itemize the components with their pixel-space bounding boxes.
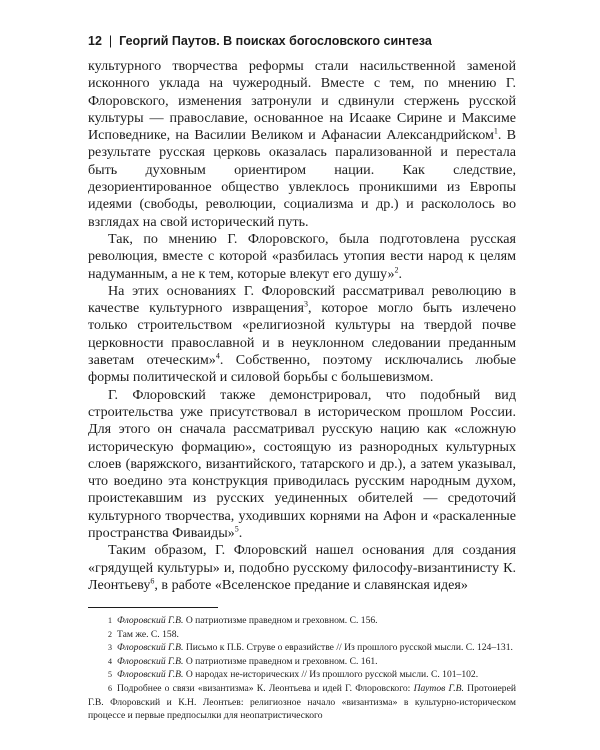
footnote-marker[interactable]: 3 [303,299,308,309]
paragraph-text: На этих основаниях Г. Флоровский рассматривал революцию в качестве культурного извращения [88,282,516,317]
footnote-number: 1 [108,616,112,625]
paragraph-text: , которое могло быть излечено только строительством «религиозной культуры на твердой почве церковности православной и в неуклонном следовании преданным заветам отеческим» [88,300,516,369]
paragraph-text: . [398,265,403,282]
paragraph-text: . Собственно, поэтому исключались любые формы политической и силовой борьбы с большевизмом. [88,352,516,386]
footnote-number: 6 [108,683,112,693]
footnote-text: Протоиерей Г.В. Флоровский и К.Н. Леонтьев: религиозное начало «византизма» в культурно-историческом процессе и первые предпосылки для неопатристического [88,682,516,722]
footnote-marker[interactable]: 6 [150,576,155,586]
footnote-author: Флоровский Г.В. [117,655,186,667]
footnote-rule [88,607,218,608]
running-header [88,34,518,48]
footnote-marker[interactable]: 4 [215,351,220,361]
main-text [88,58,516,594]
footnote [88,682,516,723]
footnote-text: Письмо к П.Б. Струве о евразийстве // Из прошлого русской мысли. С. 124–131. [185,642,513,654]
footnote-text: О патриотизме праведном и греховном. С. 161. [185,655,378,667]
footnote-text: О патриотизме праведном и греховном. С. 156. [185,615,378,626]
footnote-number: 3 [108,643,112,653]
footnote-marker[interactable]: 5 [234,524,239,534]
footnote-author: Флоровский Г.В. [117,615,186,626]
paragraph-text: . [238,525,243,542]
footnote [88,628,516,642]
footnotes [88,614,516,723]
footnote-author: Флоровский Г.В. [117,669,186,681]
footnote-marker[interactable]: 1 [493,126,498,136]
footnote-text: Подробнее о связи «византизма» К. Леонтьева и идей Г. Флоровского: [117,682,414,694]
footnote-text: О народах не-исторических // Из прошлого русской мысли. С. 101–102. [185,669,479,681]
header-separator: | [108,34,113,48]
footnote [88,641,516,655]
paragraph-text: культурного творчества реформы стали насильственной заменой исконного уклада на чужеродный. Вместе с тем, по мнению Г. Флоровского, изменения затронули и сдвинули стержень русской культуры — православие, основанное на Исааке Сирине и Максиме Исповеднике, на Василии Великом и Афанасии Александрийском [88,58,516,144]
footnote [88,668,516,682]
footnote-number: 5 [108,670,112,680]
footnote-author: Паутов Г.В. [413,682,468,694]
footnote [88,614,516,628]
paragraph-text: , в работе «Вселенское предание и славянская идея» [154,576,468,593]
footnote-number: 2 [108,629,112,639]
footnote-marker[interactable]: 2 [394,264,399,274]
footnote-text: Там же. С. 158. [117,628,179,640]
footnote-author: Флоровский Г.В. [117,642,186,654]
paragraph-text: Таким образом, Г. Флоровский нашел основания для создания «грядущей культуры» и, подобно русскому философу-византинисту К. Леонтьеву [88,542,516,593]
page-number: 12 [88,34,102,48]
paragraph-text: Так, по мнению Г. Флоровского, была подготовлена русская революция, вместе с которой «разбилась утопия вести народ к целям надуманным, а не к тем, которые влекут его душу» [88,230,516,282]
paragraph-text: Г. Флоровский также демонстрировал, что подобный вид строительства уже присутствовал в историческом прошлом России. Для этого он сначала рассматривал русскую нацию как «сложную историческую формацию», состоящую из разнородных культурных слоев (варяжского, византийского, татарского и др.), а затем указывал, что воедино эта конструкция приводилась русским народным духом, проистекавшим из русских уединенных обителей — средоточий культурного творчества, уходивших корнями на Афон и «раскаленные пространства Фиваиды» [88,386,516,542]
footnote [88,655,516,669]
paragraph [88,231,516,283]
paragraph [88,58,516,231]
paragraph-text: . В результате русская церковь оказалась парализованной и перестала быть духовным ориентиром нации. Как следствие, дезориентированное общество увлеклось проникшими из Европы идеями (свободы, революции, социализма и др.) и раскололось во взглядах на свой исторический путь. [88,127,516,230]
footnote-number: 4 [108,656,112,666]
paragraph [88,387,516,543]
running-title: Георгий Паутов. В поисках богословского синтеза [119,34,432,48]
paragraph [88,283,516,387]
paragraph [88,542,516,594]
